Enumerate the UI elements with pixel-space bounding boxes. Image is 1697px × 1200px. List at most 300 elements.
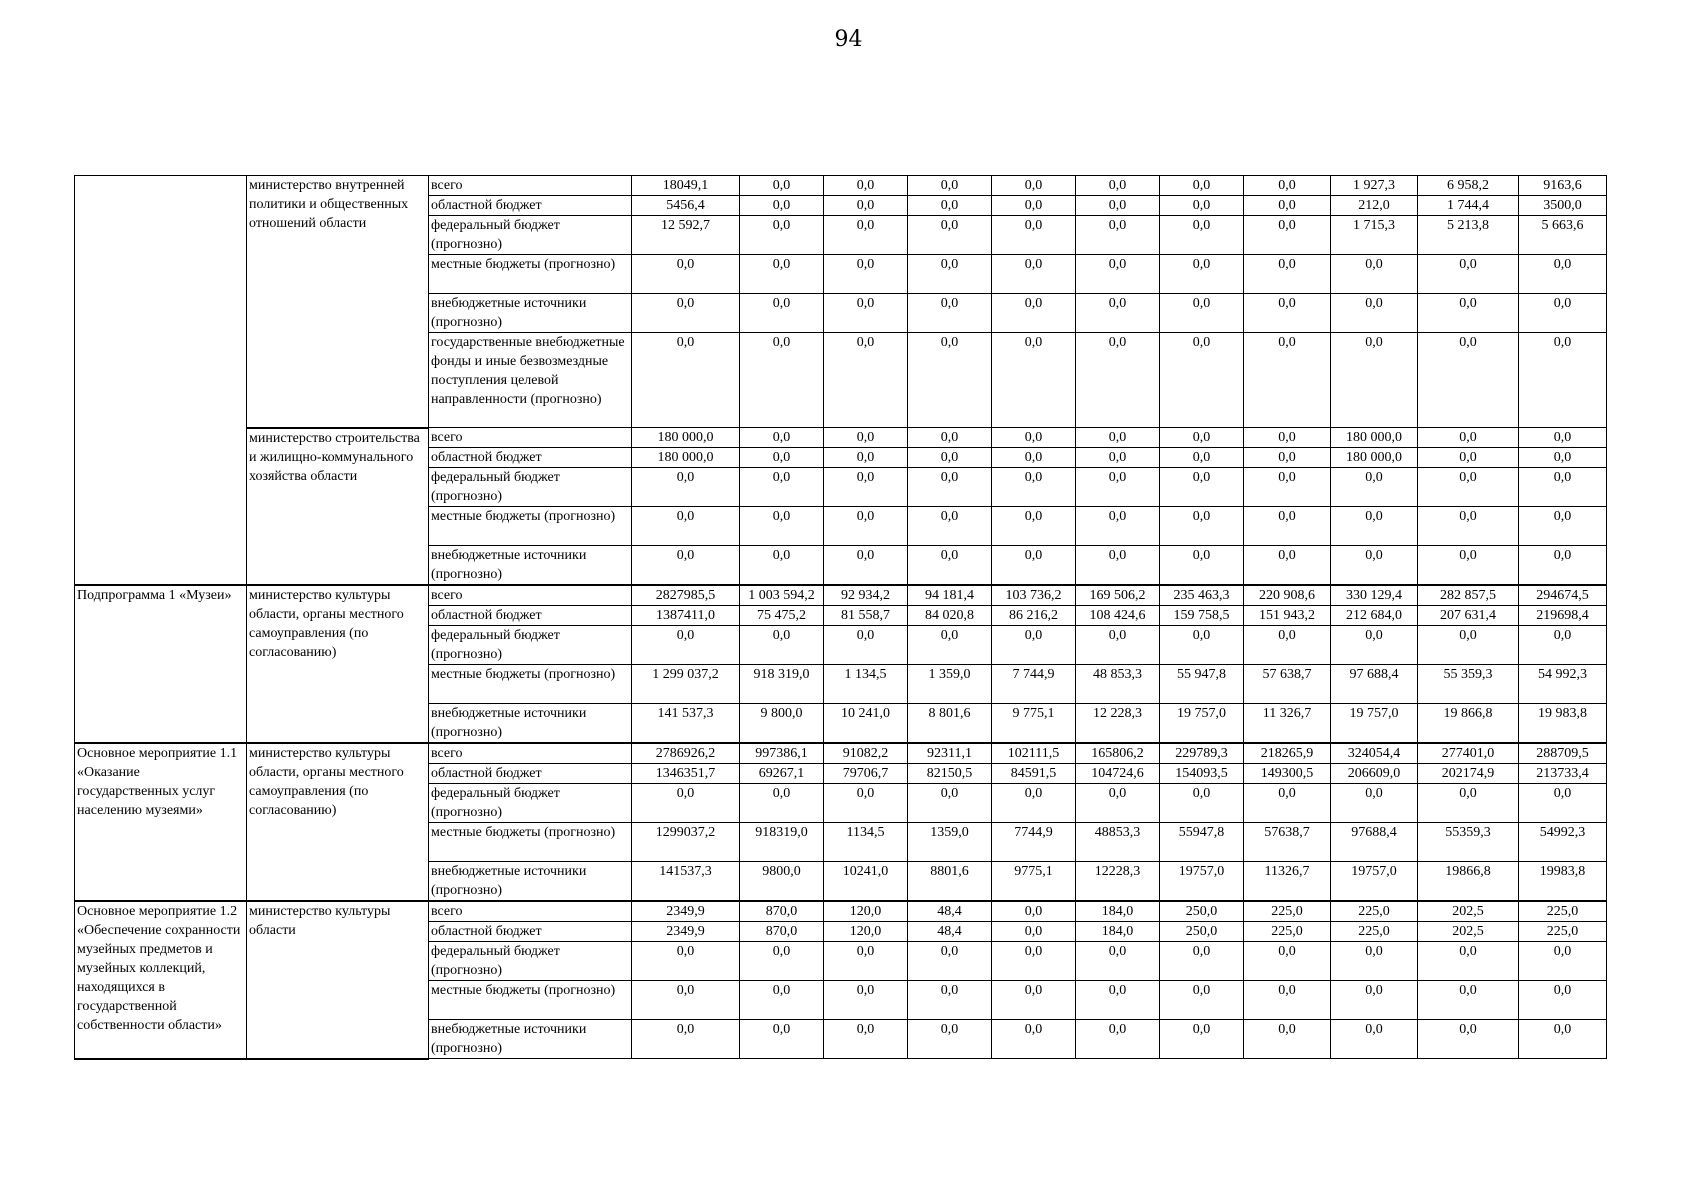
value-cell: 0,0 (1076, 333, 1160, 428)
value-cell: 0,0 (632, 1020, 740, 1059)
value-cell: 0,0 (740, 981, 824, 1020)
value-cell: 0,0 (1244, 942, 1331, 981)
funding-source-cell: всего (429, 743, 632, 764)
value-cell: 0,0 (632, 468, 740, 507)
value-cell: 0,0 (1331, 981, 1418, 1020)
value-cell: 1134,5 (824, 823, 908, 862)
value-cell: 0,0 (1519, 294, 1607, 333)
value-cell: 0,0 (992, 196, 1076, 216)
value-cell: 0,0 (740, 428, 824, 448)
value-cell: 202174,9 (1418, 764, 1519, 784)
value-cell: 0,0 (1160, 448, 1244, 468)
value-cell: 141537,3 (632, 862, 740, 902)
value-cell: 0,0 (824, 196, 908, 216)
value-cell: 19757,0 (1160, 862, 1244, 902)
value-cell: 225,0 (1519, 922, 1607, 942)
value-cell: 7 744,9 (992, 665, 1076, 704)
value-cell: 8 801,6 (908, 704, 992, 744)
value-cell: 225,0 (1331, 922, 1418, 942)
value-cell: 0,0 (1244, 216, 1331, 255)
value-cell: 0,0 (1244, 196, 1331, 216)
value-cell: 84 020,8 (908, 606, 992, 626)
funding-source-cell: всего (429, 901, 632, 922)
value-cell: 0,0 (1076, 981, 1160, 1020)
value-cell: 0,0 (1519, 333, 1607, 428)
value-cell: 220 908,6 (1244, 585, 1331, 606)
value-cell: 0,0 (1244, 468, 1331, 507)
value-cell: 0,0 (1331, 1020, 1418, 1059)
value-cell: 19757,0 (1331, 862, 1418, 902)
value-cell: 0,0 (908, 176, 992, 196)
value-cell: 91082,2 (824, 743, 908, 764)
value-cell: 0,0 (1418, 981, 1519, 1020)
value-cell: 0,0 (1331, 942, 1418, 981)
value-cell: 0,0 (1331, 626, 1418, 665)
program-cell (75, 176, 247, 586)
value-cell: 212 684,0 (1331, 606, 1418, 626)
value-cell: 0,0 (632, 294, 740, 333)
value-cell: 0,0 (908, 196, 992, 216)
value-cell: 2827985,5 (632, 585, 740, 606)
value-cell: 324054,4 (1331, 743, 1418, 764)
responsible-cell: министерство внутренней политики и общественных отношений области (247, 176, 429, 428)
funding-source-cell: федеральный бюджет (прогнозно) (429, 216, 632, 255)
value-cell: 169 506,2 (1076, 585, 1160, 606)
value-cell: 86 216,2 (992, 606, 1076, 626)
value-cell: 9800,0 (740, 862, 824, 902)
value-cell: 0,0 (1331, 255, 1418, 294)
value-cell: 154093,5 (1160, 764, 1244, 784)
funding-source-cell: местные бюджеты (прогнозно) (429, 507, 632, 546)
value-cell: 0,0 (992, 176, 1076, 196)
value-cell: 18049,1 (632, 176, 740, 196)
value-cell: 225,0 (1244, 922, 1331, 942)
value-cell: 81 558,7 (824, 606, 908, 626)
value-cell: 9 775,1 (992, 704, 1076, 744)
value-cell: 218265,9 (1244, 743, 1331, 764)
value-cell: 0,0 (992, 428, 1076, 448)
value-cell: 225,0 (1244, 901, 1331, 922)
value-cell: 0,0 (1076, 784, 1160, 823)
value-cell: 0,0 (1418, 784, 1519, 823)
value-cell: 0,0 (824, 626, 908, 665)
value-cell: 12 228,3 (1076, 704, 1160, 744)
funding-source-cell: областной бюджет (429, 764, 632, 784)
value-cell: 184,0 (1076, 901, 1160, 922)
value-cell: 0,0 (632, 784, 740, 823)
value-cell: 120,0 (824, 922, 908, 942)
funding-source-cell: государственные внебюджетные фонды и иные безвозмездные поступления целевой направленности (прогнозно) (429, 333, 632, 428)
value-cell: 282 857,5 (1418, 585, 1519, 606)
value-cell: 0,0 (1244, 546, 1331, 586)
value-cell: 1387411,0 (632, 606, 740, 626)
value-cell: 2349,9 (632, 901, 740, 922)
funding-source-cell: федеральный бюджет (прогнозно) (429, 942, 632, 981)
value-cell: 103 736,2 (992, 585, 1076, 606)
value-cell: 0,0 (632, 255, 740, 294)
value-cell: 0,0 (740, 468, 824, 507)
value-cell: 0,0 (1076, 448, 1160, 468)
value-cell: 5 213,8 (1418, 216, 1519, 255)
value-cell: 180 000,0 (1331, 428, 1418, 448)
value-cell: 0,0 (632, 507, 740, 546)
value-cell: 0,0 (908, 294, 992, 333)
value-cell: 141 537,3 (632, 704, 740, 744)
value-cell: 0,0 (740, 546, 824, 586)
value-cell: 180 000,0 (632, 428, 740, 448)
value-cell: 0,0 (992, 901, 1076, 922)
value-cell: 0,0 (824, 546, 908, 586)
value-cell: 11326,7 (1244, 862, 1331, 902)
value-cell: 0,0 (908, 216, 992, 255)
value-cell: 0,0 (740, 333, 824, 428)
value-cell: 0,0 (1519, 507, 1607, 546)
value-cell: 0,0 (908, 626, 992, 665)
value-cell: 0,0 (992, 333, 1076, 428)
value-cell: 180 000,0 (1331, 448, 1418, 468)
value-cell: 92 934,2 (824, 585, 908, 606)
funding-source-cell: областной бюджет (429, 922, 632, 942)
value-cell: 277401,0 (1418, 743, 1519, 764)
value-cell: 19866,8 (1418, 862, 1519, 902)
value-cell: 0,0 (1244, 176, 1331, 196)
funding-source-cell: всего (429, 585, 632, 606)
value-cell: 0,0 (1160, 196, 1244, 216)
value-cell: 0,0 (1244, 255, 1331, 294)
value-cell: 2786926,2 (632, 743, 740, 764)
value-cell: 0,0 (740, 507, 824, 546)
value-cell: 0,0 (1160, 255, 1244, 294)
value-cell: 0,0 (1244, 333, 1331, 428)
value-cell: 0,0 (908, 942, 992, 981)
value-cell: 219698,4 (1519, 606, 1607, 626)
value-cell: 1 299 037,2 (632, 665, 740, 704)
table-row (75, 901, 1695, 922)
value-cell: 9 800,0 (740, 704, 824, 744)
value-cell: 0,0 (1160, 333, 1244, 428)
funding-source-cell: всего (429, 176, 632, 196)
value-cell: 0,0 (992, 448, 1076, 468)
page-number: 94 (834, 27, 863, 52)
value-cell: 48,4 (908, 901, 992, 922)
program-cell: Основное мероприятие 1.2 «Обеспечение сохранности музейных предметов и музейных коллекций, находящихся в государственной собственности области» (75, 901, 247, 1059)
value-cell: 19 757,0 (1160, 704, 1244, 744)
value-cell: 54992,3 (1519, 823, 1607, 862)
value-cell: 0,0 (632, 626, 740, 665)
value-cell: 0,0 (740, 942, 824, 981)
value-cell: 0,0 (1244, 507, 1331, 546)
value-cell: 97 688,4 (1331, 665, 1418, 704)
responsible-cell: министерство культуры области, органы местного самоуправления (по согласованию) (247, 743, 429, 901)
value-cell: 212,0 (1331, 196, 1418, 216)
value-cell: 1 744,4 (1418, 196, 1519, 216)
value-cell: 19 757,0 (1331, 704, 1418, 744)
value-cell: 0,0 (908, 784, 992, 823)
value-cell: 918319,0 (740, 823, 824, 862)
value-cell: 0,0 (1331, 784, 1418, 823)
value-cell: 149300,5 (1244, 764, 1331, 784)
funding-source-cell: местные бюджеты (прогнозно) (429, 823, 632, 862)
funding-source-cell: местные бюджеты (прогнозно) (429, 255, 632, 294)
value-cell: 0,0 (1519, 468, 1607, 507)
value-cell: 0,0 (1418, 626, 1519, 665)
value-cell: 84591,5 (992, 764, 1076, 784)
value-cell: 0,0 (992, 546, 1076, 586)
value-cell: 1299037,2 (632, 823, 740, 862)
value-cell: 0,0 (992, 294, 1076, 333)
responsible-cell: министерство строительства и жилищно-коммунального хозяйства области (247, 428, 429, 586)
value-cell: 0,0 (632, 981, 740, 1020)
value-cell: 3500,0 (1519, 196, 1607, 216)
value-cell: 0,0 (1418, 1020, 1519, 1059)
value-cell: 165806,2 (1076, 743, 1160, 764)
value-cell: 0,0 (1418, 942, 1519, 981)
value-cell: 0,0 (824, 1020, 908, 1059)
value-cell: 12 592,7 (632, 216, 740, 255)
value-cell: 12228,3 (1076, 862, 1160, 902)
table-row (75, 428, 1695, 448)
funding-source-cell: внебюджетные источники (прогнозно) (429, 862, 632, 902)
value-cell: 294674,5 (1519, 585, 1607, 606)
value-cell: 0,0 (740, 255, 824, 294)
value-cell: 0,0 (1519, 784, 1607, 823)
funding-source-cell: внебюджетные источники (прогнозно) (429, 1020, 632, 1059)
value-cell: 10 241,0 (824, 704, 908, 744)
value-cell: 870,0 (740, 922, 824, 942)
value-cell: 108 424,6 (1076, 606, 1160, 626)
value-cell: 55 947,8 (1160, 665, 1244, 704)
value-cell: 330 129,4 (1331, 585, 1418, 606)
value-cell: 1 134,5 (824, 665, 908, 704)
value-cell: 0,0 (1076, 255, 1160, 294)
funding-source-cell: федеральный бюджет (прогнозно) (429, 468, 632, 507)
value-cell: 9775,1 (992, 862, 1076, 902)
value-cell: 0,0 (1519, 546, 1607, 586)
value-cell: 0,0 (1076, 626, 1160, 665)
value-cell: 1 927,3 (1331, 176, 1418, 196)
value-cell: 0,0 (632, 333, 740, 428)
value-cell: 180 000,0 (632, 448, 740, 468)
value-cell: 0,0 (908, 255, 992, 294)
value-cell: 104724,6 (1076, 764, 1160, 784)
value-cell: 0,0 (1418, 294, 1519, 333)
value-cell: 5456,4 (632, 196, 740, 216)
value-cell: 0,0 (1160, 942, 1244, 981)
value-cell: 0,0 (824, 176, 908, 196)
value-cell: 0,0 (740, 196, 824, 216)
value-cell: 0,0 (1076, 216, 1160, 255)
value-cell: 5 663,6 (1519, 216, 1607, 255)
value-cell: 54 992,3 (1519, 665, 1607, 704)
value-cell: 0,0 (1244, 428, 1331, 448)
funding-source-cell: внебюджетные источники (прогнозно) (429, 546, 632, 586)
value-cell: 0,0 (1244, 626, 1331, 665)
value-cell: 69267,1 (740, 764, 824, 784)
value-cell: 0,0 (1160, 784, 1244, 823)
value-cell: 7744,9 (992, 823, 1076, 862)
value-cell: 0,0 (1076, 942, 1160, 981)
value-cell: 55359,3 (1418, 823, 1519, 862)
value-cell: 0,0 (824, 784, 908, 823)
value-cell: 79706,7 (824, 764, 908, 784)
value-cell: 0,0 (1076, 428, 1160, 448)
table-body (75, 176, 1695, 1059)
value-cell: 0,0 (992, 981, 1076, 1020)
value-cell: 0,0 (1076, 176, 1160, 196)
funding-source-cell: областной бюджет (429, 448, 632, 468)
value-cell: 0,0 (740, 176, 824, 196)
value-cell: 235 463,3 (1160, 585, 1244, 606)
value-cell: 0,0 (1160, 294, 1244, 333)
value-cell: 48 853,3 (1076, 665, 1160, 704)
value-cell: 250,0 (1160, 922, 1244, 942)
value-cell: 6 958,2 (1418, 176, 1519, 196)
value-cell: 10241,0 (824, 862, 908, 902)
value-cell: 288709,5 (1519, 743, 1607, 764)
value-cell: 0,0 (824, 294, 908, 333)
value-cell: 0,0 (824, 507, 908, 546)
value-cell: 11 326,7 (1244, 704, 1331, 744)
value-cell: 0,0 (992, 507, 1076, 546)
value-cell: 0,0 (992, 216, 1076, 255)
value-cell: 48,4 (908, 922, 992, 942)
value-cell: 0,0 (908, 468, 992, 507)
value-cell: 0,0 (824, 981, 908, 1020)
value-cell: 0,0 (1076, 546, 1160, 586)
value-cell: 0,0 (992, 1020, 1076, 1059)
value-cell: 57 638,7 (1244, 665, 1331, 704)
value-cell: 97688,4 (1331, 823, 1418, 862)
funding-source-cell: внебюджетные источники (прогнозно) (429, 294, 632, 333)
value-cell: 0,0 (824, 942, 908, 981)
value-cell: 0,0 (1418, 468, 1519, 507)
value-cell: 0,0 (1244, 448, 1331, 468)
value-cell: 82150,5 (908, 764, 992, 784)
funding-source-cell: всего (429, 428, 632, 448)
value-cell: 75 475,2 (740, 606, 824, 626)
responsible-cell: министерство культуры области, органы местного самоуправления (по согласованию) (247, 585, 429, 743)
value-cell: 0,0 (1160, 626, 1244, 665)
funding-source-cell: областной бюджет (429, 196, 632, 216)
value-cell: 918 319,0 (740, 665, 824, 704)
value-cell: 0,0 (1076, 507, 1160, 546)
value-cell: 0,0 (740, 448, 824, 468)
value-cell: 0,0 (992, 942, 1076, 981)
value-cell: 19983,8 (1519, 862, 1607, 902)
value-cell: 0,0 (1418, 255, 1519, 294)
value-cell: 102111,5 (992, 743, 1076, 764)
value-cell: 0,0 (1519, 255, 1607, 294)
program-cell: Подпрограмма 1 «Музеи» (75, 585, 247, 743)
value-cell: 0,0 (908, 333, 992, 428)
value-cell: 0,0 (992, 784, 1076, 823)
value-cell: 9163,6 (1519, 176, 1607, 196)
value-cell: 0,0 (824, 448, 908, 468)
value-cell: 225,0 (1519, 901, 1607, 922)
value-cell: 0,0 (1331, 294, 1418, 333)
value-cell: 0,0 (1519, 1020, 1607, 1059)
value-cell: 0,0 (1160, 468, 1244, 507)
value-cell: 0,0 (992, 255, 1076, 294)
value-cell: 870,0 (740, 901, 824, 922)
value-cell: 0,0 (1519, 981, 1607, 1020)
value-cell: 0,0 (1244, 784, 1331, 823)
value-cell: 0,0 (1160, 507, 1244, 546)
value-cell: 92311,1 (908, 743, 992, 764)
value-cell: 207 631,4 (1418, 606, 1519, 626)
value-cell: 206609,0 (1331, 764, 1418, 784)
table-row (75, 743, 1695, 764)
value-cell: 0,0 (740, 294, 824, 333)
value-cell: 202,5 (1418, 922, 1519, 942)
value-cell: 0,0 (1418, 428, 1519, 448)
responsible-cell: министерство культуры области (247, 901, 429, 1059)
value-cell: 0,0 (1519, 626, 1607, 665)
value-cell: 0,0 (740, 216, 824, 255)
value-cell: 0,0 (740, 626, 824, 665)
funding-source-cell: федеральный бюджет (прогнозно) (429, 626, 632, 665)
value-cell: 1346351,7 (632, 764, 740, 784)
value-cell: 0,0 (1519, 942, 1607, 981)
value-cell: 159 758,5 (1160, 606, 1244, 626)
budget-table (74, 175, 1695, 1060)
value-cell: 57638,7 (1244, 823, 1331, 862)
value-cell: 0,0 (992, 626, 1076, 665)
value-cell: 1 003 594,2 (740, 585, 824, 606)
value-cell: 0,0 (632, 546, 740, 586)
value-cell: 0,0 (992, 468, 1076, 507)
value-cell: 0,0 (1160, 1020, 1244, 1059)
value-cell: 0,0 (908, 428, 992, 448)
value-cell: 2349,9 (632, 922, 740, 942)
value-cell: 8801,6 (908, 862, 992, 902)
value-cell: 0,0 (1244, 294, 1331, 333)
funding-source-cell: местные бюджеты (прогнозно) (429, 665, 632, 704)
value-cell: 213733,4 (1519, 764, 1607, 784)
value-cell: 0,0 (824, 255, 908, 294)
value-cell: 1359,0 (908, 823, 992, 862)
value-cell: 0,0 (740, 784, 824, 823)
value-cell: 1 359,0 (908, 665, 992, 704)
value-cell: 19 983,8 (1519, 704, 1607, 744)
value-cell: 0,0 (1519, 448, 1607, 468)
value-cell: 0,0 (1160, 176, 1244, 196)
value-cell: 0,0 (1331, 546, 1418, 586)
value-cell: 225,0 (1331, 901, 1418, 922)
value-cell: 0,0 (1160, 546, 1244, 586)
value-cell: 250,0 (1160, 901, 1244, 922)
value-cell: 1 715,3 (1331, 216, 1418, 255)
value-cell: 0,0 (1244, 1020, 1331, 1059)
value-cell: 997386,1 (740, 743, 824, 764)
value-cell: 0,0 (1160, 981, 1244, 1020)
program-cell: Основное мероприятие 1.1 «Оказание государственных услуг населению музеями» (75, 743, 247, 901)
value-cell: 0,0 (1418, 546, 1519, 586)
table-row (75, 176, 1695, 196)
funding-source-cell: областной бюджет (429, 606, 632, 626)
funding-source-cell: местные бюджеты (прогнозно) (429, 981, 632, 1020)
value-cell: 0,0 (908, 507, 992, 546)
value-cell: 0,0 (1418, 333, 1519, 428)
value-cell: 120,0 (824, 901, 908, 922)
value-cell: 0,0 (1160, 216, 1244, 255)
funding-source-cell: внебюджетные источники (прогнозно) (429, 704, 632, 744)
value-cell: 0,0 (1331, 333, 1418, 428)
value-cell: 94 181,4 (908, 585, 992, 606)
table-row (75, 585, 1695, 606)
value-cell: 0,0 (1331, 468, 1418, 507)
value-cell: 0,0 (1076, 468, 1160, 507)
